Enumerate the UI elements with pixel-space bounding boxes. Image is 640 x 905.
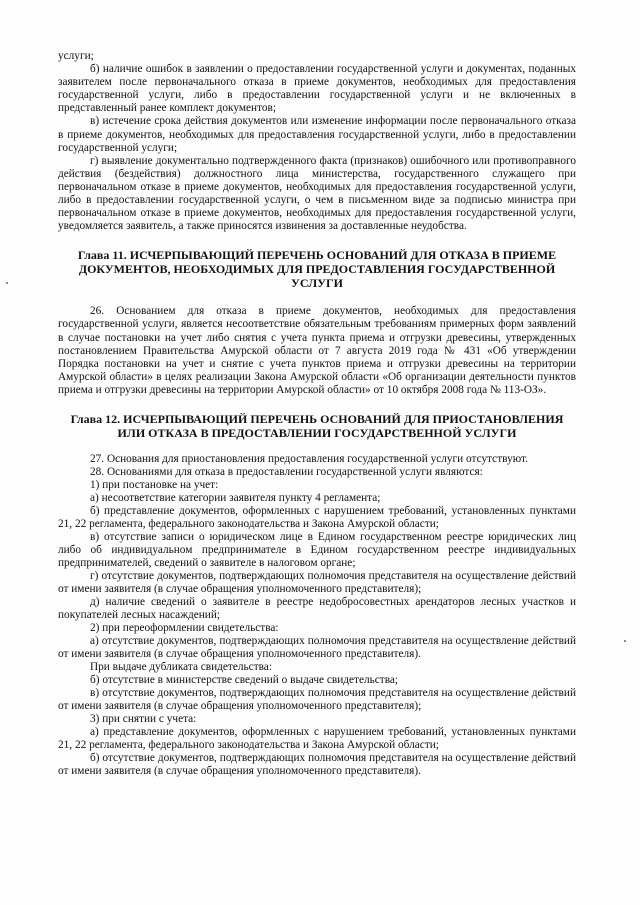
paragraph-28: 28. Основаниями для отказа в предоставлении государственной услуги являются: [90, 465, 483, 478]
item-duplicate: При выдаче дубликата свидетельства: [90, 660, 272, 673]
paragraph-b: б) наличие ошибок в заявлении о предоставлении государственной услуги и документах, поданных заявителем после первоначального отказа в приеме документов, необходимых для предоставления государственной услуги, либо в предоставлении государственной услуги и не включенных в представленный ранее комплект документов; [58, 63, 576, 115]
item-1a: а) несоответствие категории заявителя пункту 4 регламента; [90, 491, 381, 504]
spacer [58, 290, 576, 305]
spacer [58, 440, 576, 453]
document-body [58, 50, 576, 778]
item-3: 3) при снятии с учета: [90, 712, 197, 725]
spacer [58, 397, 576, 412]
item-1v: в) отсутствие записи о юридическом лице в Едином государственном реестре юридических лиц либо об индивидуальном предпринимателе в Едином государственном реестре индивидуальных предпринимателей, сведений о заявителе в налоговом органе; [58, 530, 576, 569]
item-3b: б) отсутствие документов, подтверждающих полномочия представителя на осуществление действий от имени заявителя (в случае обращения уполномоченного представителя). [58, 751, 576, 777]
scan-speck [6, 282, 8, 284]
chapter-12-heading: Глава 12. ИСЧЕРПЫВАЮЩИЙ ПЕРЕЧЕНЬ ОСНОВАНИЙ ДЛЯ ПРИОСТАНОВЛЕНИЯ ИЛИ ОТКАЗА В ПРЕДОСТАВЛЕНИИ ГОСУДАРСТВЕННОЙ УСЛУГИ [70, 411, 564, 440]
paragraph-27: 27. Основания для приостановления предоставления государственной услуги отсутствуют. [90, 452, 528, 465]
item-1d: д) наличие сведений о заявителе в реестре недобросовестных арендаторов лесных участков и покупателей лесных насаждений; [58, 595, 576, 621]
item-2a: а) отсутствие документов, подтверждающих полномочия представителя на осуществление действий от имени заявителя (в случае обращения уполномоченного представителя). [58, 634, 576, 660]
chapter-11-heading: Глава 11. ИСЧЕРПЫВАЮЩИЙ ПЕРЕЧЕНЬ ОСНОВАНИЙ ДЛЯ ОТКАЗА В ПРИЕМЕ ДОКУМЕНТОВ, НЕОБХОДИМЫХ ДЛЯ ПРЕДОСТАВЛЕНИЯ ГОСУДАРСТВЕННОЙ УСЛУГИ [77, 248, 557, 291]
paragraph-g: г) выявление документально подтвержденного факта (признаков) ошибочного или противоправного действия (бездействия) должностного лица министерства, государственного служащего при первоначальном отказе в приеме документов, необходимых для предоставления государственной услуги, либо в предоставлении государственной услуги, о чем в письменном виде за подписью министра при первоначальном отказе в приеме документов, необходимых для предоставления государственной услуги, уведомляется заявитель, а также приносятся извинения за доставленные неудобства. [58, 154, 576, 233]
paragraph-26: 26. Основанием для отказа в приеме документов, необходимых для предоставления государственной услуги, является несоответствие обязательным требованиям примерных форм заявлений в случае постановки на учет либо снятия с учета пункта приема и отгрузки древесины, утвержденных постановлением Правительства Амурской области от 7 августа 2019 года № 431 «Об утверждении Порядка постановки на учет и снятие с учета пунктов приема и отгрузки древесины на территории Амурской области» в целях реализации Закона Амурской области «Об организации деятельности пунктов приема и отгрузки древесины на территории Амурской области» от 10 октября 2008 года № 113-ОЗ». [58, 305, 576, 396]
item-1g: г) отсутствие документов, подтверждающих полномочия представителя на осуществление действий от имени заявителя (в случае обращения уполномоченного представителя); [58, 569, 576, 595]
paragraph-continuation: услуги; [58, 50, 94, 62]
item-3a: а) представление документов, оформленных с нарушением требований, установленных пунктами 21, 22 регламента, федерального законодательства и Закона Амурской области; [58, 725, 576, 751]
paragraph-v: в) истечение срока действия документов или изменение информации после первоначального отказа в приеме документов, необходимых для предоставления государственной услуги, либо в предоставлении государственной услуги; [58, 115, 576, 154]
item-2v: в) отсутствие документов, подтверждающих полномочия представителя на осуществление действий от имени заявителя (в случае обращения уполномоченного представителя); [58, 686, 576, 712]
item-1: 1) при постановке на учет: [90, 478, 219, 491]
item-2: 2) при переоформлении свидетельства: [90, 621, 279, 634]
spacer [58, 233, 576, 248]
item-2b: б) отсутствие в министерстве сведений о выдаче свидетельства; [90, 673, 399, 686]
item-1b: б) представление документов, оформленных с нарушением требований, установленных пунктами 21, 22 регламента, федерального законодательства и Закона Амурской области; [58, 504, 576, 530]
scan-speck [624, 640, 626, 642]
